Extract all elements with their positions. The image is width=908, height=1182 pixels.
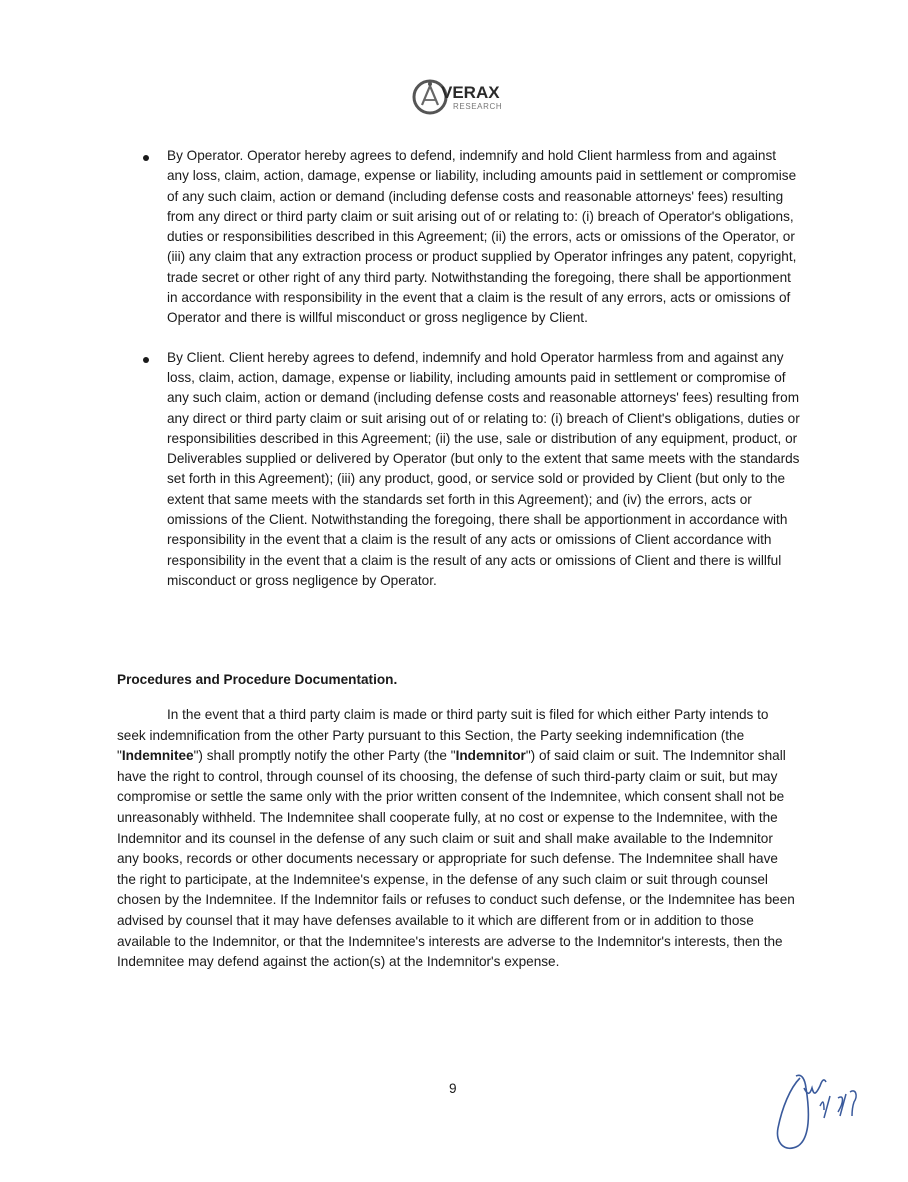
procedures-paragraph bbox=[117, 705, 798, 973]
indemnitor-term: Indemnitor bbox=[455, 748, 526, 764]
logo-subtitle: RESEARCH bbox=[453, 102, 503, 111]
para-text: ") shall promptly notify the other Party (the " bbox=[193, 748, 456, 764]
page-number: 9 bbox=[449, 1081, 457, 1096]
verax-research-logo bbox=[408, 72, 508, 122]
para-text: ") of said claim or suit. The Indemnitor shall have the right to control, through counsel of its choosing, the defense of such third-party claim or suit, but may compromise or settle the same only with the prior written consent of the Indemnitee, which consent shall not be unreasonably withheld. The Indemnitee shall cooperate fully, at no cost or expense to the Indemnitee, with the Indemnitor and its counsel in the defense of any such claim or suit and shall make available to the Indemnitor any books, records or other documents necessary or appropriate for such defense. The Indemnitee shall have the right to participate, at the Indemnitee's expense, in the defense of any such claim or suit through counsel chosen by the Indemnitee. If the Indemnitor fails or refuses to conduct such defense, or the Indemnitee has been advised by counsel that it may have defenses available to it which are different from or in addition to those available to the Indemnitor, or that the Indemnitee's interests are adverse to the Indemnitor's interests, then the Indemnitee may defend against the action(s) at the Indemnitor's expense. bbox=[117, 748, 795, 970]
bullet-item-client bbox=[140, 348, 800, 592]
bullet-text: By Operator. Operator hereby agrees to defend, indemnify and hold Client harmless from and against any loss, claim, action, damage, expense or liability, including amounts paid in settlement or compromise of any such claim, action or demand (including defense costs and reasonable attorneys' fees) resulting from any direct or third party claim or suit arising out of or relating to: (i) breach of Operator's obligations, duties or responsibilities described in this Agreement; (ii) the errors, acts or omissions of the Operator, or (iii) any claim that any extraction process or product supplied by Operator infringes any patent, copyright, trade secret or other right of any third party. Notwithstanding the foregoing, there shall be apportionment in accordance with responsibility in the event that a claim is the result of any errors, acts or omissions of Operator and there is willful misconduct or gross negligence by Client. bbox=[167, 148, 797, 326]
para-text: In the event that a third party claim is made or third party suit is filed for which either Party intends to seek indemnification from the other Party pursuant to this Section, the Party seeking indemnification (the " bbox=[117, 707, 769, 764]
bullet-marker bbox=[143, 357, 149, 363]
bullet-item-operator bbox=[140, 146, 800, 329]
bullet-text: By Client. Client hereby agrees to defend, indemnify and hold Operator harmless from and against any loss, claim, action, damage, expense or liability, including amounts paid in settlement or compromise of any such claim, action or demand (including defense costs and reasonable attorneys' fees) resulting from any direct or third party claim or suit arising out of or relating to: (i) breach of Client's obligations, duties or responsibilities described in this Agreement; (ii) the use, sale or distribution of any equipment, product, or Deliverables supplied or delivered by Operator (but only to the extent that same meets with the standards set forth in this Agreement); (iii) any product, good, or service sold or provided by Client (but only to the extent that same meets with the standards set forth in this Agreement); and (iv) the errors, acts or omissions of the Client. Notwithstanding the foregoing, there shall be apportionment in accordance with responsibility in the event that a claim is the result of any acts or omissions of Client accordance with responsibility in the event that a claim is the result of any acts or omissions of Client and there is willful misconduct or gross negligence by Operator. bbox=[167, 349, 800, 588]
indemnitee-term: Indemnitee bbox=[121, 748, 194, 764]
bullet-marker bbox=[143, 155, 149, 161]
logo-name: VERAX bbox=[441, 83, 500, 102]
indemnification-bullets bbox=[140, 146, 800, 610]
handwritten-initials-signature bbox=[760, 1058, 870, 1158]
section-heading: Procedures and Procedure Documentation. bbox=[117, 672, 398, 687]
